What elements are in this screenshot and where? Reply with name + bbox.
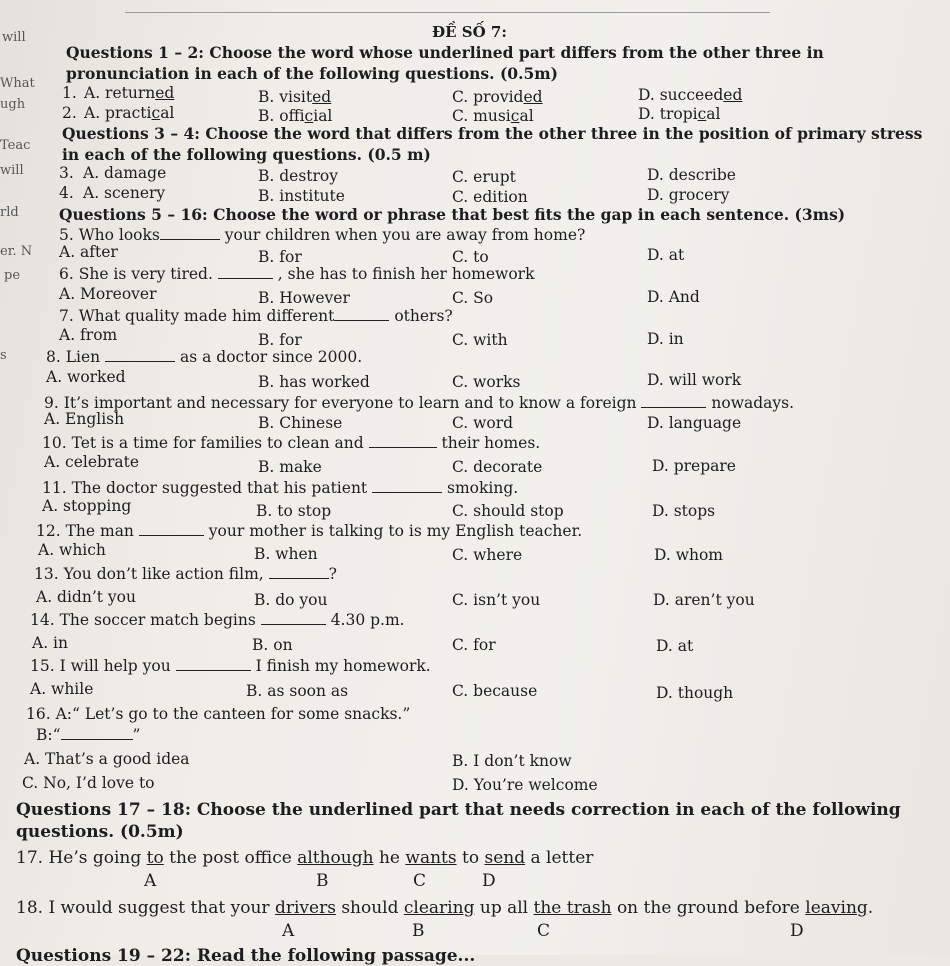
q14-option-d: D. at [656,637,694,655]
q5-option-c: C. to [452,248,489,266]
q3-option-a: A. damage [83,164,167,182]
q11-option-c: C. should stop [452,502,564,520]
q11-option-b: B. to stop [256,502,332,520]
section4-heading-cont: questions. (0.5m) [16,822,184,842]
q1-option-a: A. returned [84,84,175,102]
q14-option-c: C. for [452,636,496,654]
q7-option-c: C. with [452,331,508,349]
q4-option-a: A. scenery [83,184,166,202]
q15-option-a: A. while [30,680,94,698]
q12-option-a: A. which [38,541,106,559]
q4-option-d: D. grocery [647,186,730,204]
q3-option-c: C. erupt [452,168,516,186]
q1-option-b: B. visited [258,88,332,106]
q2-option-c: C. musical [452,107,534,125]
q6-option-b: B. However [258,289,350,307]
q9-option-d: D. language [647,414,742,432]
section2-heading-cont: in each of the following questions. (0.5 m) [62,145,431,164]
q18-label-d: D [790,921,804,941]
q12-stem: 12. The man your mother is talking to is my English teacher. [36,522,583,540]
q5-option-b: B. for [258,248,302,266]
q4-option-b: B. institute [258,187,345,205]
q14-option-a: A. in [32,634,68,652]
q12-option-c: C. where [452,546,523,564]
q9-option-a: A. English [44,410,125,428]
margin-fragment: will [0,163,24,178]
q10-option-c: C. decorate [452,458,543,476]
top-rule [125,12,770,13]
q16-option-d: D. You’re welcome [452,776,598,794]
q8-option-d: D. will work [647,371,742,389]
q6-stem: 6. She is very tired. , she has to finish her homework [59,265,535,283]
q13-option-c: C. isn’t you [452,591,541,609]
q8-stem: 8. Lien as a doctor since 2000. [46,348,363,366]
q16-option-b: B. I don’t know [452,752,572,770]
q18-label-b: B [412,921,425,941]
margin-fragment: What [0,76,35,91]
q6-option-d: D. And [647,288,700,306]
q18-label-c: C [537,921,551,941]
margin-fragment: ugh [0,97,26,112]
q8-option-c: C. works [452,373,521,391]
q10-stem: 10. Tet is a time for families to clean and their homes. [42,434,541,452]
q10-option-d: D. prepare [652,457,736,475]
q17-label-b: B [316,871,329,891]
q5-option-a: A. after [59,243,118,261]
section1-heading-cont: pronunciation in each of the following questions. (0.5m) [66,64,558,83]
q10-option-a: A. celebrate [44,453,140,471]
q17-label-c: C [413,871,427,891]
q7-option-a: A. from [59,326,118,344]
q9-option-c: C. word [452,414,514,432]
q3-number: 3. [59,164,74,182]
q6-option-a: A. Moreover [59,285,157,303]
q11-option-d: D. stops [652,502,716,520]
q15-stem: 15. I will help you I finish my homework. [30,657,431,675]
q10-option-b: B. make [258,458,322,476]
margin-fragment: Teac [0,138,31,153]
q7-option-b: B. for [258,331,302,349]
q8-option-b: B. has worked [258,373,370,391]
q17-sentence: 17. He’s going to the post office although he wants to send a letter [16,848,594,868]
q9-stem: 9. It’s important and necessary for everyone to learn and to know a foreign nowadays. [44,394,795,412]
q12-option-d: D. whom [654,546,724,564]
section5-heading-cutoff: Questions 19 – 22: Read the following passage... [16,946,476,966]
q6-option-c: C. So [452,289,494,307]
section1-heading: Questions 1 – 2: Choose the word whose underlined part differs from the other three in [66,43,824,62]
q7-option-d: D. in [647,330,684,348]
q13-stem: 13. You don’t like action film, ? [34,565,337,583]
q11-stem: 11. The doctor suggested that his patient smoking. [42,479,519,497]
q17-label-a: A [144,871,157,891]
q7-stem: 7. What quality made him different others? [59,307,453,325]
q16-option-a: A. That’s a good idea [24,750,190,768]
q8-option-a: A. worked [46,368,126,386]
q4-option-c: C. edition [452,188,528,206]
q2-number: 2. [62,104,77,122]
q17-label-d: D [482,871,496,891]
q2-option-b: B. official [258,107,333,125]
page-title: ĐỀ SỐ 7: [432,23,507,41]
margin-fragment: pe [4,268,21,283]
q1-option-c: C. provided [452,88,543,106]
q15-option-c: C. because [452,682,538,700]
margin-fragment: will [2,30,26,45]
q16-dialogue-a: 16. A:“ Let’s go to the canteen for some snacks.” [26,705,411,723]
margin-fragment: rld [0,205,19,220]
q13-option-b: B. do you [254,591,328,609]
q13-option-a: A. didn’t you [36,588,136,606]
q14-option-b: B. on [252,636,293,654]
q16-option-c: C. No, I’d love to [22,774,155,792]
section2-heading: Questions 3 – 4: Choose the word that differs from the other three in the position of primary stress [62,124,923,143]
q13-option-d: D. aren’t you [653,591,755,609]
q5-stem: 5. Who looks your children when you are away from home? [59,226,586,244]
q3-option-d: D. describe [647,166,736,184]
q18-sentence: 18. I would suggest that your drivers should clearing up all the trash on the ground before leaving. [16,898,874,918]
q2-option-d: D. tropical [638,105,721,123]
q11-option-a: A. stopping [42,497,132,515]
margin-fragment: s [0,348,7,363]
q2-option-a: A. practical [84,104,175,122]
q3-option-b: B. destroy [258,167,339,185]
section3-heading: Questions 5 – 16: Choose the word or phrase that best fits the gap in each sentence. (3ms) [59,205,846,224]
q16-dialogue-b: B:“ ” [36,726,141,744]
q1-option-d: D. succeeded [638,86,743,104]
q9-option-b: B. Chinese [258,414,343,432]
q1-number: 1. [62,84,77,102]
q5-option-d: D. at [647,246,685,264]
q15-option-d: D. though [656,684,734,702]
q4-number: 4. [59,184,74,202]
q18-label-a: A [282,921,295,941]
section4-heading: Questions 17 – 18: Choose the underlined part that needs correction in each of the following [16,800,901,820]
q14-stem: 14. The soccer match begins 4.30 p.m. [30,611,405,629]
margin-fragment: er. N [0,244,33,259]
q12-option-b: B. when [254,545,318,563]
q15-option-b: B. as soon as [246,682,349,700]
